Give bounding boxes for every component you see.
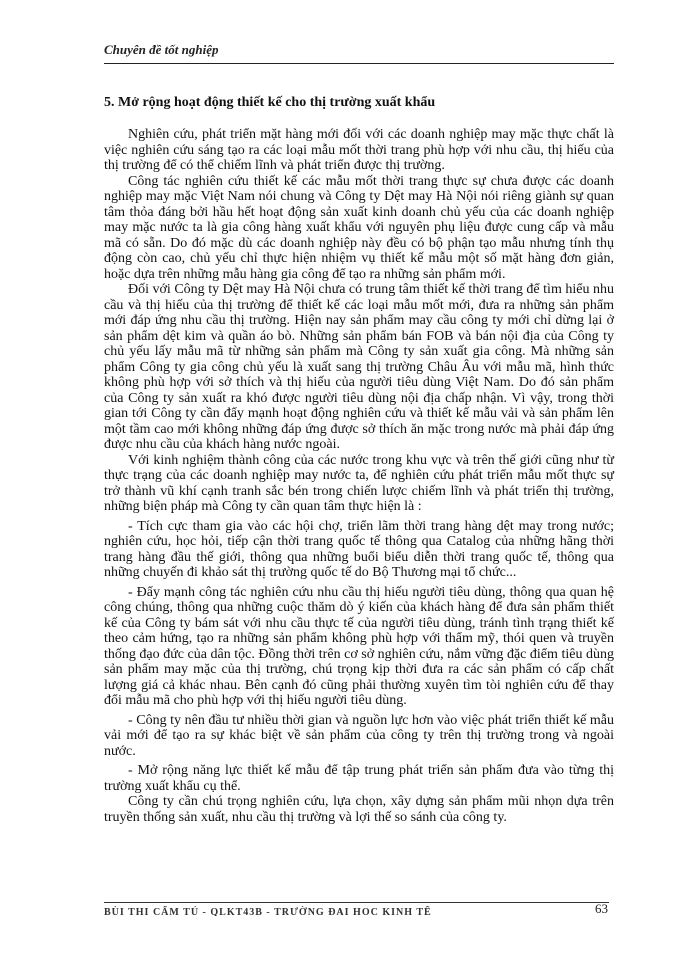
footer-author-line: BÙI THỊ CẨM TÚ - QLKT43B - TRƯỜNG ĐẠI HỌC KINH TẾ — [104, 907, 432, 916]
paragraph: Đối với Công ty Dệt may Hà Nội chưa có trung tâm thiết kế thời trang để tìm hiểu nhu cầu và thị hiếu của thị trường để thiết kế các loại mẫu mốt mới, đưa ra những sản phẩm mới đáp ứng nhu cầu thị trường. Hiện nay sản phẩm may cầu công ty mới chỉ dừng lại ở sản phẩm dệt kim và quần áo bò. Những sản phẩm bán FOB và bán nội địa của Công ty chủ yếu lấy mẫu mã từ những sản phẩm mà Công ty sản xuất gia công. Mà những sản phẩm Công ty gia công chủ yếu là xuất sang thị trường Châu Âu với mẫu mã, hình thức không phù hợp với sở thích và thị hiếu của người tiêu dùng Việt Nam. Do đó sản phẩm của Công ty sản xuất ra khó được người tiêu dùng nội địa chấp nhận. Vì vậy, trong thời gian tới Công ty cần đẩy mạnh hoạt động nghiên cứu và thiết kế mẫu vải và sản phẩm lên một tầm cao mới không những đáp ứng được sở thích ăn mặc trong nước mà phải đáp ứng được nhu cầu của khách hàng nước ngoài. — [104, 282, 614, 452]
footer-divider — [104, 902, 609, 903]
bullet-paragraph: - Đẩy mạnh công tác nghiên cứu nhu cầu thị hiếu người tiêu dùng, thông qua quan hệ công chúng, thông qua những cuộc thăm dò ý kiến của khách hàng để đưa sản phẩm thiết kế của Công ty bám sát với nhu cầu thực tế của người tiêu dùng, tránh tình trạng thiết kế theo cảm hứng, tạo ra những sản phẩm không phù hợp với thẩm mỹ, thói quen và truyền thống đạo đức của dân tộc. Đồng thời trên cơ sở nghiên cứu, nắm vững đặc điểm tiêu dùng sản phẩm may mặc của thị trường, chú trọng kịp thời đưa ra các sản phẩm có cấp chất lượng giá cả khác nhau. Bên cạnh đó cũng phải thường xuyên tìm tòi nghiên cứu để thay đổi mẫu mã cho phù hợp với thị hiếu người tiêu dùng. — [104, 584, 614, 708]
paragraph: Với kinh nghiệm thành công của các nước trong khu vực và trên thế giới cũng như từ thực trạng của các doanh nghiệp may nước ta, để nghiên cứu phát triển mẫu mốt thực sự trở thành vũ khí cạnh tranh sắc bén trong chiến lược chiếm lĩnh và phát triển thị trường, những biện pháp mà Công ty cần quan tâm thực hiện là : — [104, 452, 614, 514]
bullet-paragraph: - Tích cực tham gia vào các hội chợ, triển lãm thời trang hàng dệt may trong nước; nghiên cứu, học hỏi, tiếp cận thời trang quốc tế thông qua Catalog của những hãng thời trang hàng đầu thế giới, thông qua những buổi biểu diễn thời trang quốc tế, thông qua những chuyến đi khảo sát thị trường quốc tế do Bộ Thương mại tổ chức... — [104, 518, 614, 580]
closing-paragraph: Công ty cần chú trọng nghiên cứu, lựa chọn, xây dựng sản phẩm mũi nhọn dựa trên truyền thống sản xuất, nhu cầu thị trường và lợi thế so sánh của công ty. — [104, 794, 614, 825]
paragraph: Nghiên cứu, phát triển mặt hàng mới đối với các doanh nghiệp may mặc thực chất là việc nghiên cứu sáng tạo ra các loại mẫu mốt thời trang phù hợp với nhu cầu, thị hiếu của thị trường để có thể chiếm lĩnh và phát triển được thị trường. — [104, 127, 614, 173]
body-text — [104, 127, 614, 825]
paragraph: Công tác nghiên cứu thiết kế các mẫu mốt thời trang thực sự chưa được các doanh nghiệp may mặc Việt Nam nói chung và Công ty Dệt may Hà Nội nói riêng giành sự quan tâm thỏa đáng bởi hầu hết hoạt động sản xuất kinh doanh chủ yếu của các doanh nghiệp may mặc nước ta là gia công hàng xuất khẩu với nguyên phụ liệu được cung cấp và mẫu mã có sẵn. Do đó mặc dù các doanh nghiệp này đều có bộ phận tạo mẫu nhưng tính thụ động còn cao, chủ yếu chỉ thực hiện nhiệm vụ thiết kế mẫu một số mặt hàng đơn giản, hoặc dựa trên những mẫu hàng gia công để tạo ra những sản phẩm mới. — [104, 173, 614, 282]
running-header: Chuyên đề tốt nghiệp — [104, 42, 219, 57]
bullet-paragraph: - Công ty nên đầu tư nhiều thời gian và nguồn lực hơn vào việc phát triển thiết kế mẫu vải mới để tạo ra sự khác biệt về sản phẩm của công ty trên thị trường trong và ngoài nước. — [104, 712, 614, 759]
section-title: 5. Mở rộng hoạt động thiết kế cho thị trường xuất khẩu — [104, 95, 436, 110]
bullet-paragraph: - Mở rộng năng lực thiết kế mẫu để tập trung phát triển sản phẩm đưa vào từng thị trường xuất khẩu cụ thể. — [104, 763, 614, 794]
header-divider — [104, 63, 614, 64]
page-number: 63 — [595, 901, 608, 916]
